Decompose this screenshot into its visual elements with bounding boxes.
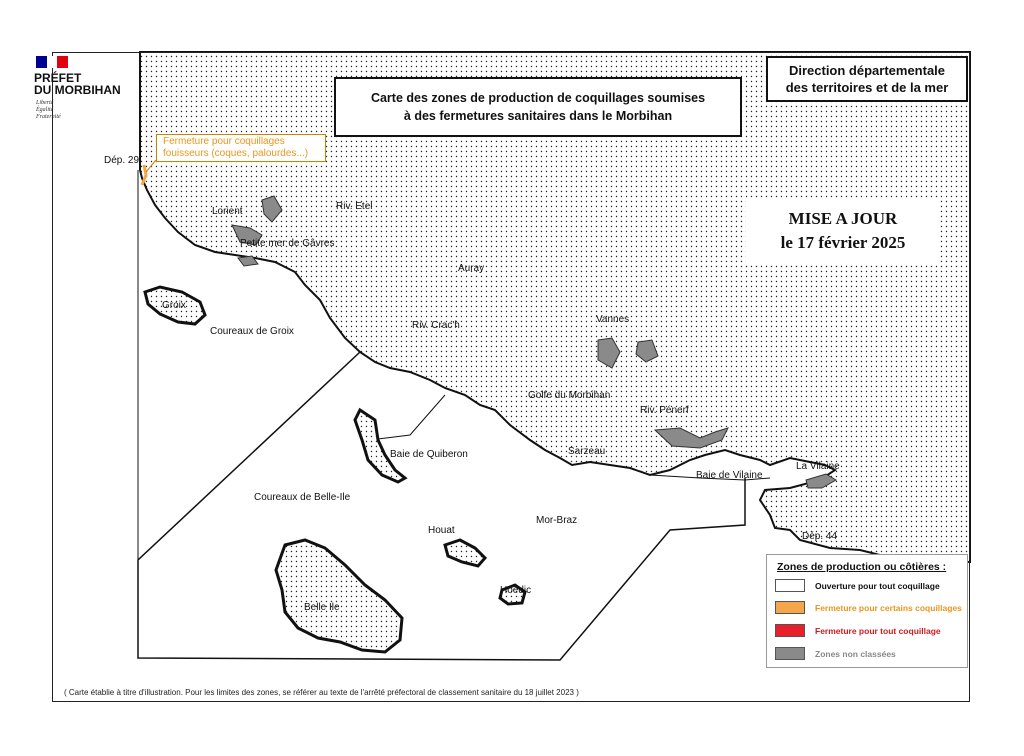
legend-label: Zones non classées <box>815 648 896 659</box>
label-auray: Auray <box>458 263 485 274</box>
republic-motto: Liberté Égalité Fraternité <box>36 100 61 120</box>
republic-flag-icon <box>36 56 68 68</box>
label-sarzeau: Sarzeau <box>568 446 606 457</box>
label-hoedic: Hoëdic <box>500 585 532 596</box>
label-groix: Groix <box>162 300 186 311</box>
update-line-1: MISE A JOUR <box>788 209 898 228</box>
legend-item-unclassified <box>775 647 896 660</box>
label-houat: Houat <box>428 525 455 536</box>
prefecture-name: PRÉFET DU MORBIHAN <box>34 71 121 97</box>
update-box <box>746 198 940 264</box>
label-riv-penerf: Riv. Pénerf <box>640 405 689 416</box>
legend-item-open <box>775 579 940 592</box>
label-riv-etel: Riv. Etel <box>336 201 373 212</box>
closure-callout: Fermeture pour coquillages fouisseurs (coques, palourdes...) <box>156 134 326 162</box>
legend-swatch <box>775 647 805 660</box>
department-line-1: Direction départementale <box>788 63 946 78</box>
map-title-line-1: Carte des zones de production de coquillages soumises <box>370 91 706 105</box>
flag-blue-stripe <box>36 56 47 68</box>
map-title-line-2: à des fermetures sanitaires dans le Morbihan <box>403 109 673 123</box>
label-lorient: Lorient <box>212 206 243 217</box>
legend-label: Ouverture pour tout coquillage <box>815 580 940 591</box>
legend-label: Fermeture pour tout coquillage <box>815 625 941 636</box>
legend-title: Zones de production ou côtières : <box>777 561 947 573</box>
update-line-2: le 17 février 2025 <box>780 233 906 252</box>
flag-white-stripe <box>47 56 58 68</box>
label-baie-vilaine: Baie de Vilaine <box>696 470 763 481</box>
label-vannes: Vannes <box>596 314 630 325</box>
department-box <box>766 56 968 102</box>
label-baie-quiberon: Baie de Quiberon <box>390 449 468 460</box>
footnote: ( Carte établie à titre d'illustration. Pour les limites des zones, se référer au texte de l'arrêté préfectoral de classement sanitaire du 18 juillet 2023 ) <box>64 688 579 697</box>
legend-swatch <box>775 579 805 592</box>
label-dep29: Dép. 29 <box>104 155 140 166</box>
department-line-2: des territoires et de la mer <box>785 80 949 95</box>
label-la-vilaine: La Vilaine <box>796 461 840 472</box>
flag-red-stripe <box>57 56 68 68</box>
legend-item-full-closure <box>775 624 941 637</box>
label-belle-ile: Belle Ile <box>304 602 340 613</box>
label-mor-braz: Mor-Braz <box>536 515 578 526</box>
label-petite-mer: Petite mer de Gâvres <box>240 238 335 249</box>
label-dep44: Dép. 44 <box>802 531 838 542</box>
label-coureaux-belle-ile: Coureaux de Belle-Ile <box>254 492 351 503</box>
label-riv-crach: Riv. Crac'h <box>412 320 460 331</box>
map-title-box <box>334 77 742 137</box>
label-golfe: Golfe du Morbihan <box>528 390 611 401</box>
legend-swatch <box>775 624 805 637</box>
legend-item-partial-closure <box>775 601 962 614</box>
map-legend <box>766 554 968 668</box>
label-coureaux-groix: Coureaux de Groix <box>210 326 294 337</box>
legend-label: Fermeture pour certains coquillages <box>815 602 962 613</box>
legend-swatch <box>775 601 805 614</box>
